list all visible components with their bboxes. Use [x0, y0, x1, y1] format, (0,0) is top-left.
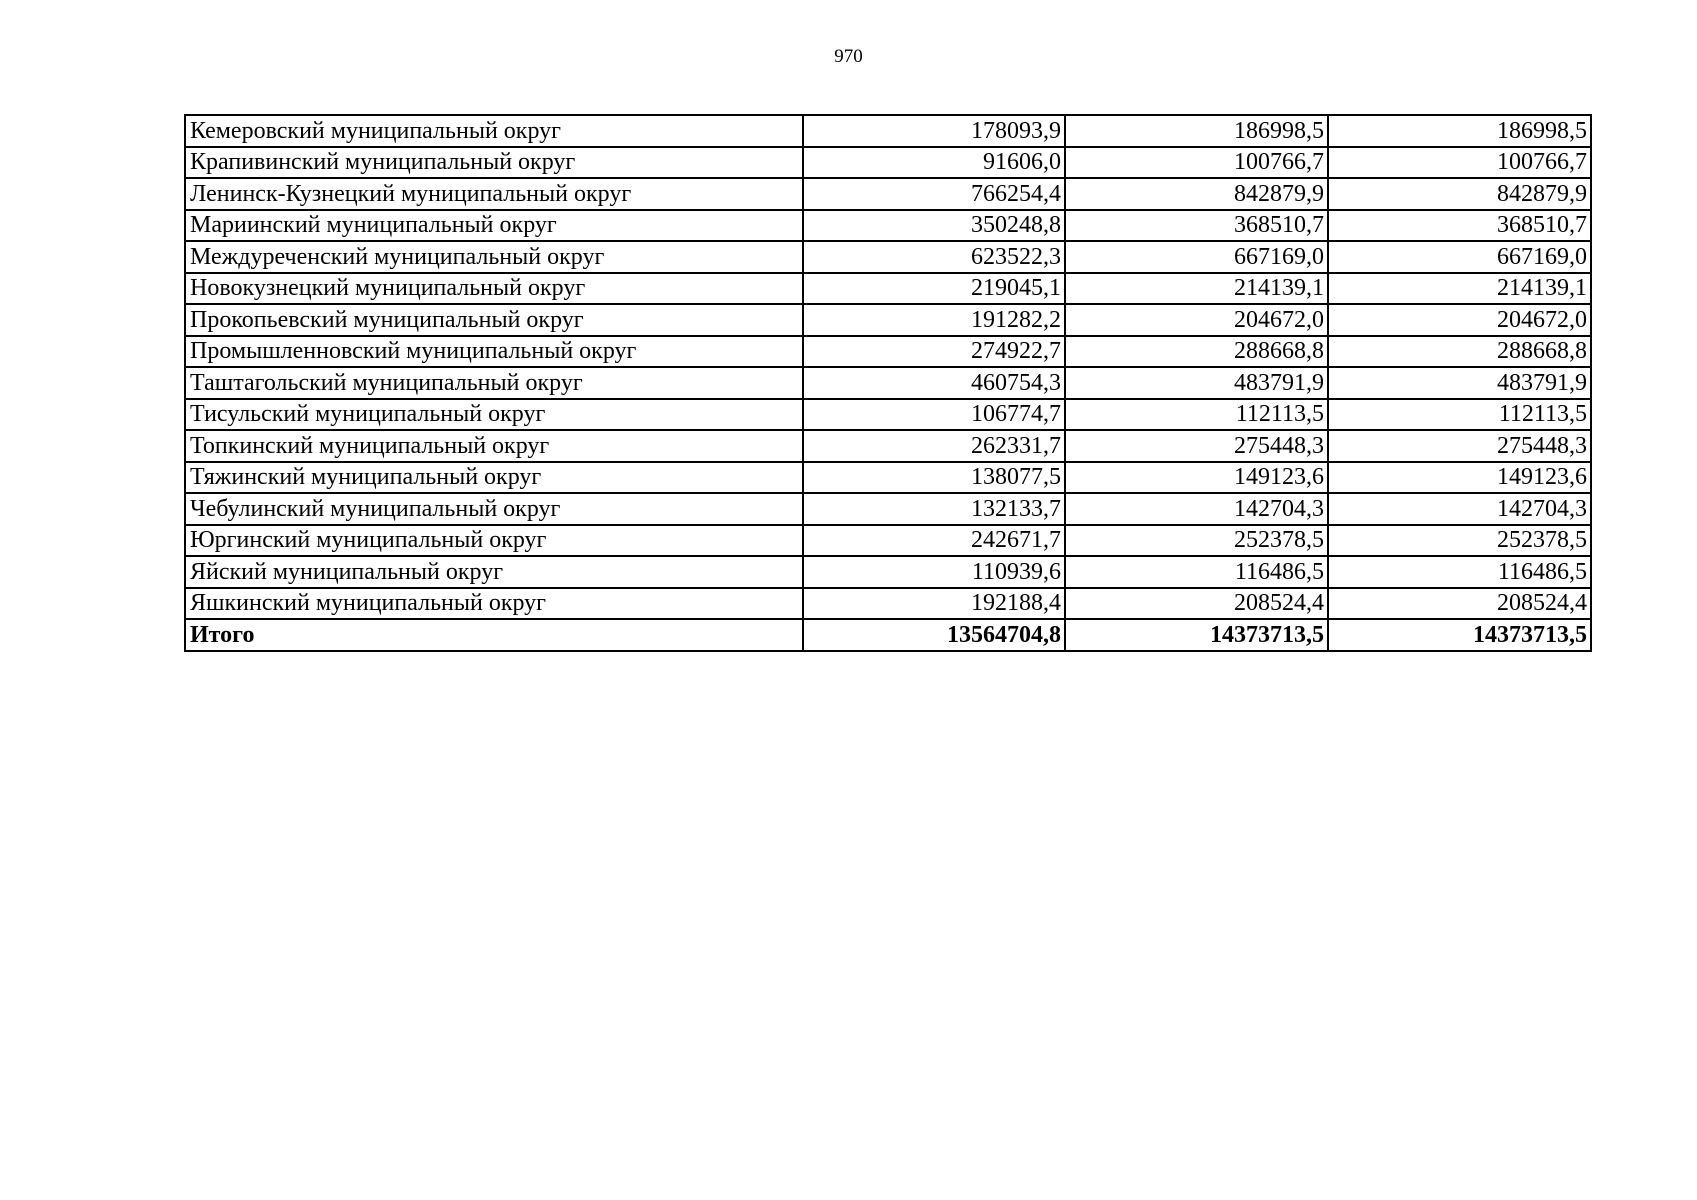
- value-cell-3: 208524,4: [1328, 588, 1591, 620]
- value-cell-1: 219045,1: [803, 273, 1065, 305]
- value-cell-1: 262331,7: [803, 430, 1065, 462]
- district-name-cell: Промышленновский муниципальный округ: [185, 336, 803, 368]
- table-row: [185, 304, 1591, 336]
- district-name-cell: Чебулинский муниципальный округ: [185, 493, 803, 525]
- total-value-3: 14373713,5: [1328, 619, 1591, 651]
- value-cell-2: 208524,4: [1065, 588, 1328, 620]
- value-cell-2: 483791,9: [1065, 367, 1328, 399]
- district-name-cell: Междуреченский муниципальный округ: [185, 241, 803, 273]
- table-row: [185, 462, 1591, 494]
- district-name-cell: Крапивинский муниципальный округ: [185, 147, 803, 179]
- district-name-cell: Тяжинский муниципальный округ: [185, 462, 803, 494]
- district-name-cell: Яйский муниципальный округ: [185, 556, 803, 588]
- district-name-cell: Ленинск-Кузнецкий муниципальный округ: [185, 178, 803, 210]
- value-cell-1: 623522,3: [803, 241, 1065, 273]
- value-cell-1: 460754,3: [803, 367, 1065, 399]
- district-name-cell: Новокузнецкий муниципальный округ: [185, 273, 803, 305]
- value-cell-2: 112113,5: [1065, 399, 1328, 431]
- value-cell-1: 110939,6: [803, 556, 1065, 588]
- value-cell-2: 100766,7: [1065, 147, 1328, 179]
- total-row: [185, 619, 1591, 651]
- value-cell-3: 368510,7: [1328, 210, 1591, 242]
- value-cell-2: 275448,3: [1065, 430, 1328, 462]
- value-cell-2: 214139,1: [1065, 273, 1328, 305]
- value-cell-1: 192188,4: [803, 588, 1065, 620]
- table-row: [185, 493, 1591, 525]
- table-row: [185, 525, 1591, 557]
- value-cell-1: 350248,8: [803, 210, 1065, 242]
- value-cell-3: 112113,5: [1328, 399, 1591, 431]
- budget-table: [184, 114, 1592, 652]
- table-row: [185, 367, 1591, 399]
- value-cell-3: 288668,8: [1328, 336, 1591, 368]
- value-cell-2: 142704,3: [1065, 493, 1328, 525]
- district-name-cell: Прокопьевский муниципальный округ: [185, 304, 803, 336]
- district-name-cell: Юргинский муниципальный округ: [185, 525, 803, 557]
- table-row: [185, 273, 1591, 305]
- value-cell-2: 116486,5: [1065, 556, 1328, 588]
- value-cell-2: 368510,7: [1065, 210, 1328, 242]
- value-cell-2: 186998,5: [1065, 115, 1328, 147]
- value-cell-3: 275448,3: [1328, 430, 1591, 462]
- value-cell-3: 214139,1: [1328, 273, 1591, 305]
- district-name-cell: Мариинский муниципальный округ: [185, 210, 803, 242]
- value-cell-1: 242671,7: [803, 525, 1065, 557]
- value-cell-1: 766254,4: [803, 178, 1065, 210]
- value-cell-3: 483791,9: [1328, 367, 1591, 399]
- table-row: [185, 399, 1591, 431]
- table-row: [185, 336, 1591, 368]
- value-cell-1: 106774,7: [803, 399, 1065, 431]
- value-cell-2: 288668,8: [1065, 336, 1328, 368]
- table-row: [185, 178, 1591, 210]
- value-cell-1: 91606,0: [803, 147, 1065, 179]
- value-cell-1: 132133,7: [803, 493, 1065, 525]
- table-body: [185, 115, 1591, 651]
- table-row: [185, 430, 1591, 462]
- value-cell-3: 142704,3: [1328, 493, 1591, 525]
- value-cell-3: 149123,6: [1328, 462, 1591, 494]
- value-cell-3: 186998,5: [1328, 115, 1591, 147]
- value-cell-2: 842879,9: [1065, 178, 1328, 210]
- value-cell-3: 252378,5: [1328, 525, 1591, 557]
- value-cell-2: 149123,6: [1065, 462, 1328, 494]
- district-name-cell: Топкинский муниципальный округ: [185, 430, 803, 462]
- table-row: [185, 115, 1591, 147]
- table-row: [185, 210, 1591, 242]
- table-row: [185, 147, 1591, 179]
- value-cell-1: 191282,2: [803, 304, 1065, 336]
- value-cell-2: 252378,5: [1065, 525, 1328, 557]
- total-value-2: 14373713,5: [1065, 619, 1328, 651]
- page-number: 970: [834, 46, 863, 67]
- value-cell-3: 842879,9: [1328, 178, 1591, 210]
- value-cell-3: 116486,5: [1328, 556, 1591, 588]
- value-cell-3: 204672,0: [1328, 304, 1591, 336]
- table-row: [185, 588, 1591, 620]
- district-name-cell: Кемеровский муниципальный округ: [185, 115, 803, 147]
- total-label: Итого: [185, 619, 803, 651]
- district-name-cell: Тисульский муниципальный округ: [185, 399, 803, 431]
- table-row: [185, 556, 1591, 588]
- total-value-1: 13564704,8: [803, 619, 1065, 651]
- value-cell-3: 667169,0: [1328, 241, 1591, 273]
- value-cell-1: 274922,7: [803, 336, 1065, 368]
- value-cell-2: 204672,0: [1065, 304, 1328, 336]
- table-row: [185, 241, 1591, 273]
- value-cell-1: 178093,9: [803, 115, 1065, 147]
- value-cell-3: 100766,7: [1328, 147, 1591, 179]
- district-name-cell: Яшкинский муниципальный округ: [185, 588, 803, 620]
- district-name-cell: Таштагольский муниципальный округ: [185, 367, 803, 399]
- value-cell-1: 138077,5: [803, 462, 1065, 494]
- value-cell-2: 667169,0: [1065, 241, 1328, 273]
